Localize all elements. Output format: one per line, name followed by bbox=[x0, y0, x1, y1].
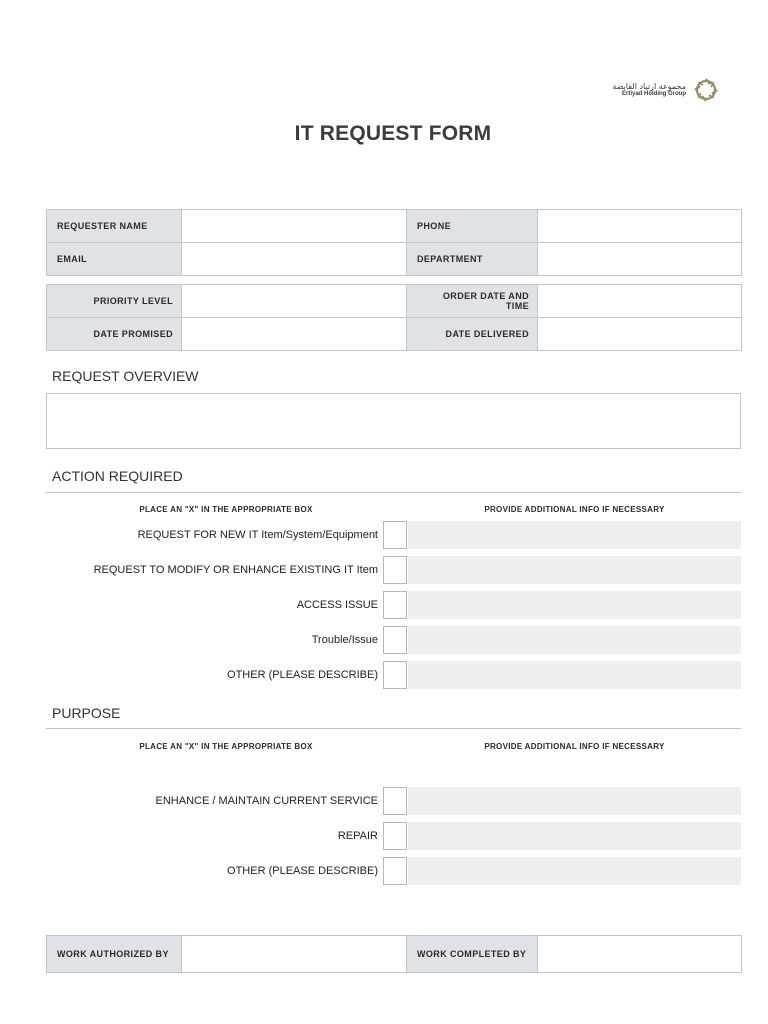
table-row bbox=[47, 210, 742, 243]
additional-info-field[interactable] bbox=[408, 822, 741, 850]
purpose-option-row bbox=[46, 787, 741, 815]
option-checkbox[interactable] bbox=[383, 857, 407, 885]
action-option-row bbox=[46, 626, 741, 654]
department-field[interactable] bbox=[538, 243, 742, 276]
purpose-checkbox-column-header: PLACE AN "X" IN THE APPROPRIATE BOX bbox=[139, 742, 313, 751]
order-date-time-label: ORDER DATE AND TIME bbox=[407, 285, 538, 318]
action-option-row bbox=[46, 591, 741, 619]
work-authorized-by-field[interactable] bbox=[182, 936, 407, 973]
priority-level-label: PRIORITY LEVEL bbox=[47, 285, 182, 318]
option-label: ENHANCE / MAINTAIN CURRENT SERVICE bbox=[155, 795, 378, 807]
department-label: DEPARTMENT bbox=[407, 243, 538, 276]
purpose-option-row bbox=[46, 822, 741, 850]
option-checkbox[interactable] bbox=[383, 591, 407, 619]
additional-info-field[interactable] bbox=[408, 591, 741, 619]
authorization-table bbox=[46, 935, 742, 973]
section-divider bbox=[46, 492, 741, 493]
option-checkbox[interactable] bbox=[383, 661, 407, 689]
option-checkbox[interactable] bbox=[383, 822, 407, 850]
date-delivered-field[interactable] bbox=[538, 318, 742, 351]
requester-name-label: REQUESTER NAME bbox=[47, 210, 182, 243]
work-completed-by-label: WORK COMPLETED BY bbox=[407, 936, 538, 973]
table-row bbox=[47, 318, 742, 351]
action-info-column-header: PROVIDE ADDITIONAL INFO IF NECESSARY bbox=[484, 505, 665, 514]
action-required-heading: ACTION REQUIRED bbox=[52, 468, 183, 484]
logo-text bbox=[612, 82, 686, 98]
additional-info-field[interactable] bbox=[408, 661, 741, 689]
phone-label: PHONE bbox=[407, 210, 538, 243]
section-divider bbox=[46, 728, 741, 729]
table-row bbox=[47, 243, 742, 276]
priority-level-field[interactable] bbox=[182, 285, 407, 318]
purpose-option-row bbox=[46, 857, 741, 885]
option-checkbox[interactable] bbox=[383, 521, 407, 549]
action-option-row bbox=[46, 556, 741, 584]
option-label: ACCESS ISSUE bbox=[296, 599, 378, 611]
option-checkbox[interactable] bbox=[383, 556, 407, 584]
email-field[interactable] bbox=[182, 243, 407, 276]
additional-info-field[interactable] bbox=[408, 626, 741, 654]
date-delivered-label: DATE DELIVERED bbox=[407, 318, 538, 351]
date-promised-label: DATE PROMISED bbox=[47, 318, 182, 351]
order-date-time-field[interactable] bbox=[538, 285, 742, 318]
table-row bbox=[47, 936, 742, 973]
option-checkbox[interactable] bbox=[383, 787, 407, 815]
request-overview-field[interactable] bbox=[46, 393, 741, 449]
action-checkbox-column-header: PLACE AN "X" IN THE APPROPRIATE BOX bbox=[139, 505, 313, 514]
option-label: REQUEST FOR NEW IT Item/System/Equipment bbox=[137, 529, 378, 541]
purpose-heading: PURPOSE bbox=[52, 705, 121, 721]
action-option-row bbox=[46, 521, 741, 549]
option-label: Trouble/Issue bbox=[311, 634, 378, 646]
email-label: EMAIL bbox=[47, 243, 182, 276]
work-completed-by-field[interactable] bbox=[538, 936, 742, 973]
page-title: IT REQUEST FORM bbox=[294, 122, 492, 145]
additional-info-field[interactable] bbox=[408, 787, 741, 815]
logo-arabic-name: مجموعة ارتياد القابضة bbox=[612, 81, 686, 91]
logo-english-name: Ertiyad Holding Group bbox=[622, 91, 686, 98]
date-promised-field[interactable] bbox=[182, 318, 407, 351]
additional-info-field[interactable] bbox=[408, 521, 741, 549]
option-label: REPAIR bbox=[337, 830, 378, 842]
company-logo bbox=[600, 74, 720, 106]
work-authorized-by-label: WORK AUTHORIZED BY bbox=[47, 936, 182, 973]
table-row bbox=[47, 285, 742, 318]
option-label: REQUEST TO MODIFY OR ENHANCE EXISTING IT Item bbox=[93, 564, 378, 576]
ertiyad-ring-logo-icon bbox=[692, 76, 720, 104]
option-checkbox[interactable] bbox=[383, 626, 407, 654]
option-label: OTHER (PLEASE DESCRIBE) bbox=[227, 669, 378, 681]
requester-name-field[interactable] bbox=[182, 210, 407, 243]
phone-field[interactable] bbox=[538, 210, 742, 243]
action-option-row bbox=[46, 661, 741, 689]
requester-info-table bbox=[46, 209, 742, 276]
additional-info-field[interactable] bbox=[408, 857, 741, 885]
purpose-info-column-header: PROVIDE ADDITIONAL INFO IF NECESSARY bbox=[484, 742, 665, 751]
option-label: OTHER (PLEASE DESCRIBE) bbox=[227, 865, 378, 877]
additional-info-field[interactable] bbox=[408, 556, 741, 584]
request-overview-heading: REQUEST OVERVIEW bbox=[52, 368, 199, 384]
priority-info-table bbox=[46, 284, 742, 351]
